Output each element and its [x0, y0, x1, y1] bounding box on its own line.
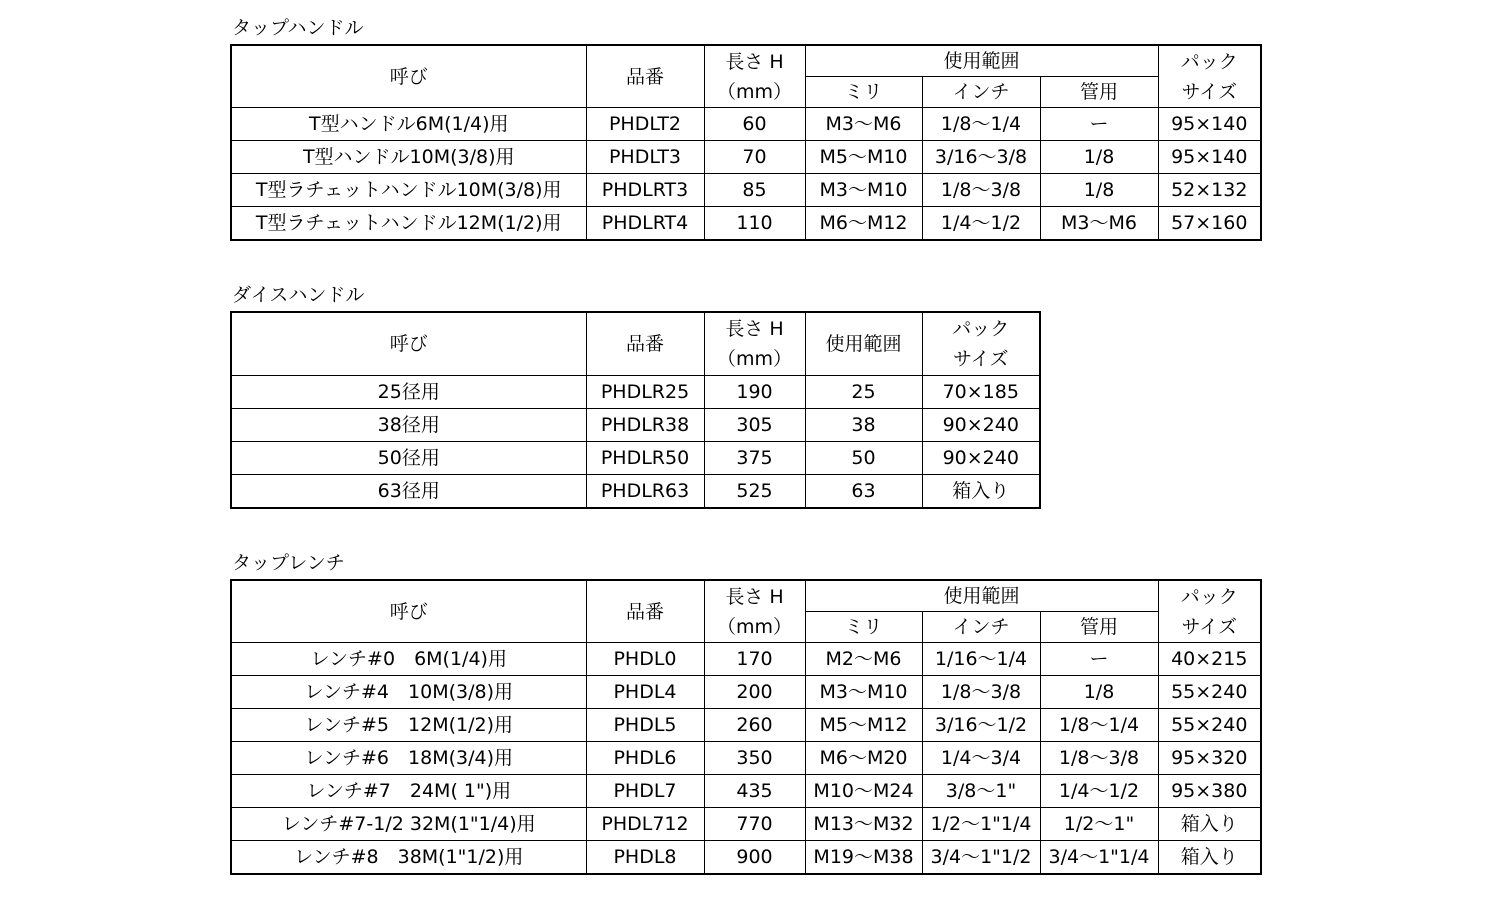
cell-pipe: 1/8〜3/8 [1040, 742, 1158, 775]
col-header-pack-line2: サイズ [953, 348, 1009, 370]
cell-part-no: PHDLR38 [586, 409, 704, 442]
cell-name: レンチ#8 38M(1"1/2)用 [231, 841, 586, 875]
cell-name: T型ハンドル10M(3/8)用 [231, 141, 586, 174]
cell-mm: M5〜M10 [805, 141, 922, 174]
cell-inch: 3/4〜1"1/2 [922, 841, 1040, 875]
cell-pipe: 3/4〜1"1/4 [1040, 841, 1158, 875]
cell-length: 305 [704, 409, 805, 442]
col-header-range-inch: インチ [922, 612, 1040, 643]
cell-mm: M6〜M12 [805, 207, 922, 241]
cell-mm: M19〜M38 [805, 841, 922, 875]
table-row [231, 141, 1261, 174]
cell-inch: 3/16〜1/2 [922, 709, 1040, 742]
col-header-name: 呼び [231, 312, 586, 376]
col-header-range-mm: ミリ [805, 77, 922, 108]
col-header-range: 使用範囲 [805, 45, 1158, 77]
cell-mm: M6〜M20 [805, 742, 922, 775]
cell-pipe: 1/8 [1040, 141, 1158, 174]
cell-part-no: PHDLT3 [586, 141, 704, 174]
cell-pack: 箱入り [922, 475, 1040, 509]
table-row [231, 409, 1040, 442]
cell-length: 200 [704, 676, 805, 709]
cell-part-no: PHDL0 [586, 643, 704, 676]
col-header-range: 使用範囲 [805, 580, 1158, 612]
cell-inch: 1/16〜1/4 [922, 643, 1040, 676]
cell-length: 110 [704, 207, 805, 241]
cell-pack: 70×185 [922, 376, 1040, 409]
cell-name: レンチ#6 18M(3/4)用 [231, 742, 586, 775]
col-header-part-no: 品番 [586, 312, 704, 376]
col-header-pack [922, 312, 1040, 376]
cell-length: 190 [704, 376, 805, 409]
col-header-pack-line1: パック [952, 318, 1010, 340]
tap-handle-table [230, 44, 1262, 241]
cell-pipe: ー [1040, 643, 1158, 676]
col-header-length [704, 580, 805, 643]
cell-pack: 55×240 [1158, 709, 1261, 742]
cell-pack: 箱入り [1158, 808, 1261, 841]
cell-length: 900 [704, 841, 805, 875]
col-header-name: 呼び [231, 580, 586, 643]
cell-pack: 90×240 [922, 442, 1040, 475]
cell-mm: M10〜M24 [805, 775, 922, 808]
cell-inch: 1/4〜1/2 [922, 207, 1040, 241]
cell-length: 85 [704, 174, 805, 207]
table-row [231, 841, 1261, 875]
cell-pack: 95×320 [1158, 742, 1261, 775]
cell-pack: 40×215 [1158, 643, 1261, 676]
die-handle-table [230, 311, 1041, 509]
cell-name: T型ラチェットハンドル12M(1/2)用 [231, 207, 586, 241]
table-row [231, 775, 1261, 808]
cell-pack: 55×240 [1158, 676, 1261, 709]
col-header-pack-line1: パック [1180, 50, 1238, 73]
cell-range: 25 [805, 376, 922, 409]
cell-length: 260 [704, 709, 805, 742]
table-row [231, 709, 1261, 742]
cell-pipe: ー [1040, 108, 1158, 141]
table-row [231, 742, 1261, 775]
col-header-length-line2: （mm） [716, 80, 793, 103]
cell-pack: 52×132 [1158, 174, 1261, 207]
cell-length: 770 [704, 808, 805, 841]
col-header-length-line1: 長さ H [725, 585, 784, 608]
cell-range: 50 [805, 442, 922, 475]
table-row [231, 643, 1261, 676]
cell-pipe: 1/4〜1/2 [1040, 775, 1158, 808]
col-header-length-line2: （mm） [716, 615, 793, 638]
cell-length: 525 [704, 475, 805, 509]
cell-name: レンチ#7 24M( 1")用 [231, 775, 586, 808]
col-header-range-pipe: 管用 [1040, 612, 1158, 643]
cell-inch: 1/8〜3/8 [922, 676, 1040, 709]
cell-mm: M5〜M12 [805, 709, 922, 742]
col-header-length-line1: 長さ H [725, 50, 784, 73]
table-row [231, 442, 1040, 475]
cell-length: 350 [704, 742, 805, 775]
cell-mm: M3〜M6 [805, 108, 922, 141]
cell-mm: M2〜M6 [805, 643, 922, 676]
table-row [231, 808, 1261, 841]
cell-pipe: 1/2〜1" [1040, 808, 1158, 841]
cell-part-no: PHDLR50 [586, 442, 704, 475]
table-row [231, 174, 1261, 207]
cell-part-no: PHDL4 [586, 676, 704, 709]
col-header-length-line2: （mm） [716, 348, 793, 370]
tap-handle-title: タップハンドル [232, 17, 364, 39]
cell-pack: 95×140 [1158, 141, 1261, 174]
cell-name: 25径用 [231, 376, 586, 409]
cell-part-no: PHDL6 [586, 742, 704, 775]
cell-mm: M3〜M10 [805, 174, 922, 207]
cell-part-no: PHDL7 [586, 775, 704, 808]
cell-mm: M3〜M10 [805, 676, 922, 709]
col-header-length-line1: 長さ H [725, 318, 784, 340]
cell-pack: 95×140 [1158, 108, 1261, 141]
col-header-part-no: 品番 [586, 45, 704, 108]
cell-part-no: PHDLR25 [586, 376, 704, 409]
table-row [231, 475, 1040, 509]
col-header-length [704, 312, 805, 376]
cell-length: 435 [704, 775, 805, 808]
cell-inch: 3/16〜3/8 [922, 141, 1040, 174]
col-header-range-inch: インチ [922, 77, 1040, 108]
cell-inch: 1/4〜3/4 [922, 742, 1040, 775]
cell-inch: 1/8〜1/4 [922, 108, 1040, 141]
cell-pack: 箱入り [1158, 841, 1261, 875]
cell-mm: M13〜M32 [805, 808, 922, 841]
die-handle-title: ダイスハンドル [232, 284, 365, 306]
cell-part-no: PHDL5 [586, 709, 704, 742]
cell-name: T型ハンドル6M(1/4)用 [231, 108, 586, 141]
cell-pack: 95×380 [1158, 775, 1261, 808]
col-header-pack [1158, 45, 1261, 108]
cell-part-no: PHDLRT4 [586, 207, 704, 241]
cell-part-no: PHDLRT3 [586, 174, 704, 207]
table-row [231, 376, 1040, 409]
cell-name: 38径用 [231, 409, 586, 442]
cell-name: レンチ#5 12M(1/2)用 [231, 709, 586, 742]
cell-part-no: PHDLT2 [586, 108, 704, 141]
col-header-range-mm: ミリ [805, 612, 922, 643]
col-header-range: 使用範囲 [805, 312, 922, 376]
col-header-part-no: 品番 [586, 580, 704, 643]
cell-pipe: 1/8 [1040, 174, 1158, 207]
cell-name: レンチ#0 6M(1/4)用 [231, 643, 586, 676]
col-header-pack-line2: サイズ [1181, 80, 1237, 103]
col-header-pack-line1: パック [1180, 585, 1238, 608]
col-header-range-pipe: 管用 [1040, 77, 1158, 108]
cell-name: T型ラチェットハンドル10M(3/8)用 [231, 174, 586, 207]
col-header-name: 呼び [231, 45, 586, 108]
cell-name: 63径用 [231, 475, 586, 509]
table-row [231, 207, 1261, 241]
cell-name: 50径用 [231, 442, 586, 475]
cell-range: 38 [805, 409, 922, 442]
cell-inch: 3/8〜1" [922, 775, 1040, 808]
table-row [231, 676, 1261, 709]
cell-pack: 57×160 [1158, 207, 1261, 241]
cell-length: 375 [704, 442, 805, 475]
cell-pipe: 1/8〜1/4 [1040, 709, 1158, 742]
cell-name: レンチ#4 10M(3/8)用 [231, 676, 586, 709]
cell-range: 63 [805, 475, 922, 509]
cell-length: 170 [704, 643, 805, 676]
cell-pack: 90×240 [922, 409, 1040, 442]
cell-pipe: 1/8 [1040, 676, 1158, 709]
cell-inch: 1/8〜3/8 [922, 174, 1040, 207]
tap-wrench-title: タップレンチ [232, 552, 345, 574]
cell-pipe: M3〜M6 [1040, 207, 1158, 241]
cell-length: 70 [704, 141, 805, 174]
cell-inch: 1/2〜1"1/4 [922, 808, 1040, 841]
cell-name: レンチ#7-1/2 32M(1"1/4)用 [231, 808, 586, 841]
col-header-pack-line2: サイズ [1181, 615, 1237, 638]
cell-part-no: PHDLR63 [586, 475, 704, 509]
cell-part-no: PHDL8 [586, 841, 704, 875]
cell-part-no: PHDL712 [586, 808, 704, 841]
table-row [231, 108, 1261, 141]
col-header-length [704, 45, 805, 108]
cell-length: 60 [704, 108, 805, 141]
tap-wrench-table [230, 579, 1262, 875]
col-header-pack [1158, 580, 1261, 643]
